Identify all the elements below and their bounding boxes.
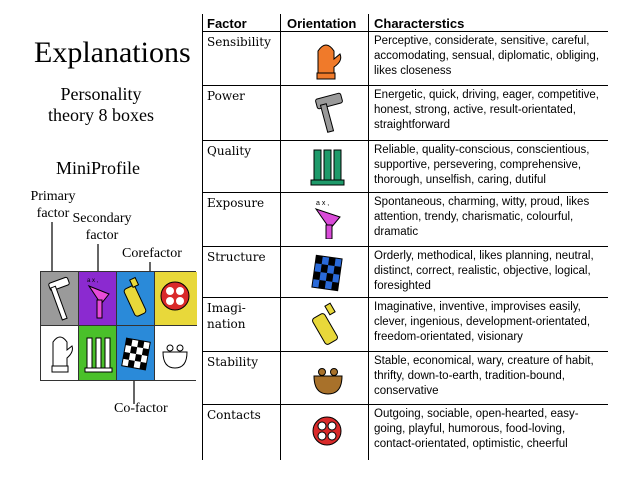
factor-power: Power (207, 89, 245, 103)
factor-stability: Stability (207, 355, 258, 369)
hammer-icon (41, 272, 79, 326)
table-divider-2 (368, 14, 369, 460)
miniprofile-cell-bottle (117, 272, 155, 326)
desc-stability: Stable, economical, wary, creature of habit, thrifty, down-to-earth, tradition-bound, conservative (374, 355, 594, 397)
miniprofile-cell-trumpet (79, 272, 117, 326)
label-cofactor: Co-factor (114, 401, 168, 416)
miniprofile-cell-purse (155, 326, 197, 380)
header-orientation: Orientation (287, 16, 357, 31)
factor-quality: Quality (207, 144, 251, 158)
miniprofile-cell-checkerboard (117, 326, 155, 380)
row-separator (202, 404, 608, 405)
purse-icon (155, 326, 195, 380)
purse-icon (302, 356, 352, 400)
flower-icon (302, 407, 352, 451)
header-factor: Factor (207, 16, 247, 31)
factor-structure: Structure (207, 250, 266, 264)
desc-exposure: Spontaneous, charming, witty, proud, likes attention, trendy, charismatic, colourful, dramatic (374, 196, 590, 238)
checkerboard-icon (117, 326, 155, 380)
row-separator (202, 140, 608, 141)
row-separator (202, 85, 608, 86)
desc-structure: Orderly, methodical, likes planning, neutral, distinct, correct, realistic, objective, logical, foresighted (374, 250, 594, 292)
svg-text:a x ,: a x , (87, 278, 99, 284)
header-characteristics: Characterstics (374, 16, 465, 31)
miniprofile-cell-mitten (41, 326, 79, 380)
trumpet-icon (79, 272, 117, 326)
desc-power: Energetic, quick, driving, eager, competitive, honest, strong, active, result-orientated, straightforward (374, 89, 600, 131)
header-underline (202, 31, 608, 32)
row-separator (202, 192, 608, 193)
desc-imagination: Imaginative, inventive, improvises easily, clever, ingenious, development-orientated, freedom-orientated, visionary (374, 301, 591, 343)
mitten-icon (302, 37, 352, 81)
row-separator (202, 351, 608, 352)
columns-icon (302, 144, 352, 188)
trumpet-icon (302, 195, 352, 239)
row-separator (202, 297, 608, 298)
label-primary-factor: Primary factor (30, 189, 76, 221)
miniprofile-cell-flower (155, 272, 197, 326)
factor-sensibility: Sensibility (207, 35, 271, 49)
table-border-left (202, 14, 203, 460)
factor-contacts: Contacts (207, 408, 261, 422)
miniprofile-cell-hammer (41, 272, 79, 326)
table-divider-1 (280, 14, 281, 460)
subtitle: Personality theory 8 boxes (48, 84, 154, 125)
desc-sensibility: Perceptive, considerate, sensitive, careful, accomodating, sensual, diplomatic, obliging, likes closeness (374, 35, 600, 77)
mitten-icon (41, 326, 79, 380)
miniprofile-title: MiniProfile (56, 158, 140, 178)
label-secondary-factor: Secondary factor (72, 211, 132, 243)
page-title: Explanations (34, 36, 191, 69)
svg-text:a x ,: a x , (316, 200, 330, 207)
columns-icon (79, 326, 117, 380)
desc-contacts: Outgoing, sociable, open-hearted, easy-going, playful, humorous, food-loving, contact-orientated, optimistic, cheerful (374, 408, 579, 450)
bottle-icon (117, 272, 155, 326)
hammer-icon (302, 90, 352, 134)
miniprofile-cell-columns (79, 326, 117, 380)
bottle-icon (302, 302, 352, 346)
factor-exposure: Exposure (207, 196, 265, 210)
checkerboard-icon (302, 249, 352, 293)
flower-icon (155, 272, 195, 326)
factor-imagination: Imagi-nation (207, 301, 246, 331)
miniprofile-grid (40, 271, 196, 381)
row-separator (202, 246, 608, 247)
desc-quality: Reliable, quality-conscious, conscientious, supportive, persevering, comprehensive, thorough, unselfish, caring, dutiful (374, 144, 590, 186)
label-corefactor: Corefactor (122, 246, 182, 261)
